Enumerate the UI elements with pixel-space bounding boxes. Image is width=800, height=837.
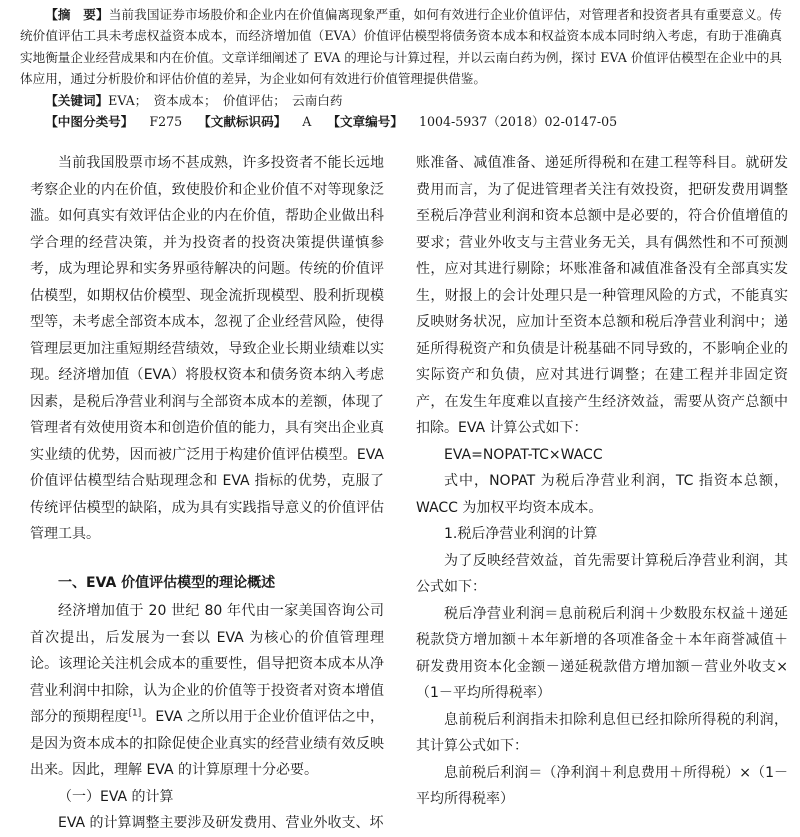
- section-heading: 一、EVA 价值评估模型的理论概述: [58, 574, 276, 591]
- eva-formula-explanation: 式中，NOPAT 为税后净营业利润，TC 指资本总额，WACC 为加权平均资本成本。: [416, 473, 788, 516]
- reference-marker[interactable]: [1]: [128, 708, 142, 719]
- article-no-value: 1004-5937（2018）02-0147-05: [418, 114, 618, 130]
- article-header: [20, 4, 782, 132]
- subsection-heading: （一）EVA 的计算: [58, 788, 174, 805]
- section-paragraph-text: 经济增加值于 20 世纪 80 年代由一家美国咨询公司首次提出，后发展为一套以 EVA 为核心的价值管理理论。该理论关注机会成本的重要性，倡导把资本成本从净营业利润中扣除，认为企业的价值等于投资者对资本增值部分的预期程度: [30, 603, 384, 725]
- abstract-text: 当前我国证券市场股价和企业内在价值偏离现象严重，如何有效进行企业价值评估，对管理者和投资者具有重要意义。传统价值评估工具未考虑权益资本成本，而经济增加值（EVA）价值评估模型将债务资本成本和权益资本成本同时纳入考虑，有助于准确真实地衡量企业经营成果和内在价值。文章详细阐述了 EVA 的理论与计算过程，并以云南白药为例，探讨 EVA 价值评估模型在企业中的具体应用，通过分析股价和评估价值的差异，为企业如何有效进行价值管理提供借鉴。: [20, 7, 783, 87]
- nopat-intro: 为了反映经营效益，首先需要计算税后净营业利润，其公式如下：: [416, 552, 788, 595]
- eva-formula: EVA=NOPAT-TC×WACC: [444, 446, 603, 463]
- doc-code-tag: 【文献标识码】: [198, 114, 287, 130]
- keywords-tag: 【关键词】: [45, 92, 109, 108]
- abstract-tag: 【摘 要】: [45, 7, 109, 22]
- section-paragraph-text-end: 。EVA 之所以用于企业价值评估之中，是因为资本成本的扣除促使企业真实的经营业绩有效反映出来。因此，理解 EVA 的计算原理十分必要。: [30, 709, 384, 778]
- nopat-formula: 税后净营业利润＝息前税后利润＋少数股东权益＋递延税款贷方增加额＋本年新增的各项准备金＋本年商誉减值＋研发费用资本化金额－递延税款借方增加额－营业外收支×（1－平均所得税率）: [416, 605, 788, 701]
- pre-interest-intro: 息前税后利润指未扣除利息但已经扣除所得税的利润，其计算公式如下：: [416, 711, 788, 754]
- clc-tag: 【中图分类号】: [45, 114, 134, 130]
- right-column: [416, 150, 788, 813]
- section-paragraph: [30, 598, 384, 784]
- sub-heading-nopat: 1.税后净营业利润的计算: [444, 526, 598, 542]
- article-no-tag: 【文章编号】: [327, 114, 403, 130]
- subsection-paragraph: EVA 的计算调整主要涉及研发费用、营业外收支、坏: [58, 815, 384, 831]
- doc-code-value: A: [302, 114, 312, 130]
- abstract: [20, 4, 782, 90]
- continuation-paragraph: 账准备、减值准备、递延所得税和在建工程等科目。就研发费用而言，为了促进管理者关注有效投资，把研发费用调整至税后净营业利润和资本总额中是必要的，符合价值增值的要求；营业外收支与主营业务无关，具有偶然性和不可预测性，应对其进行剔除；坏账准备和减值准备没有全部真实发生，财报上的会计处理只是一种管理风险的方式，不能真实反映财务状况，应加计至资本总额和税后净营业利润中；递延所得税资产和负债是计税基础不同导致的，不影响企业的实际资产和负债，应对其进行调整；在建工程并非固定资产，在发生年度难以直接产生经济效益，需要从资产总额中扣除。EVA 计算公式如下：: [416, 155, 788, 436]
- keywords-text: EVA； 资本成本； 价值评估； 云南白药: [108, 92, 343, 108]
- keywords: [20, 90, 782, 111]
- intro-paragraph: 当前我国股票市场不甚成熟，许多投资者不能长远地考察企业的内在价值，致使股价和企业价值不对等现象泛滥。如何真实有效评估企业的内在价值，帮助企业做出科学合理的经营决策，并为投资者的投资决策提供谨慎参考，成为理论界和实务界亟待解决的问题。传统的价值评估模型，如期权估价模型、现金流折现模型、股利折现模型等，未考虑全部资本成本，忽视了企业经营风险，使得管理层更加注重短期经营绩效，导致企业长期业绩难以实现。经济增加值（EVA）将股权资本和债务资本纳入考虑因素，是税后净营业利润与全部资本成本的差额，体现了管理者有效使用资本和创造价值的能力，具有突出企业真实业绩的优势，因而被广泛用于构建价值评估模型。EVA 价值评估模型结合贴现理念和 EVA 指标的优势，克服了传统评估模型的缺陷，成为具有实践指导意义的价值评估管理工具。: [30, 155, 384, 542]
- left-column: [30, 150, 384, 837]
- classification-line: [20, 111, 782, 132]
- pre-interest-formula: 息前税后利润＝（净利润＋利息费用＋所得税）×（1－平均所得税率）: [416, 764, 788, 807]
- clc-value: F275: [149, 114, 183, 130]
